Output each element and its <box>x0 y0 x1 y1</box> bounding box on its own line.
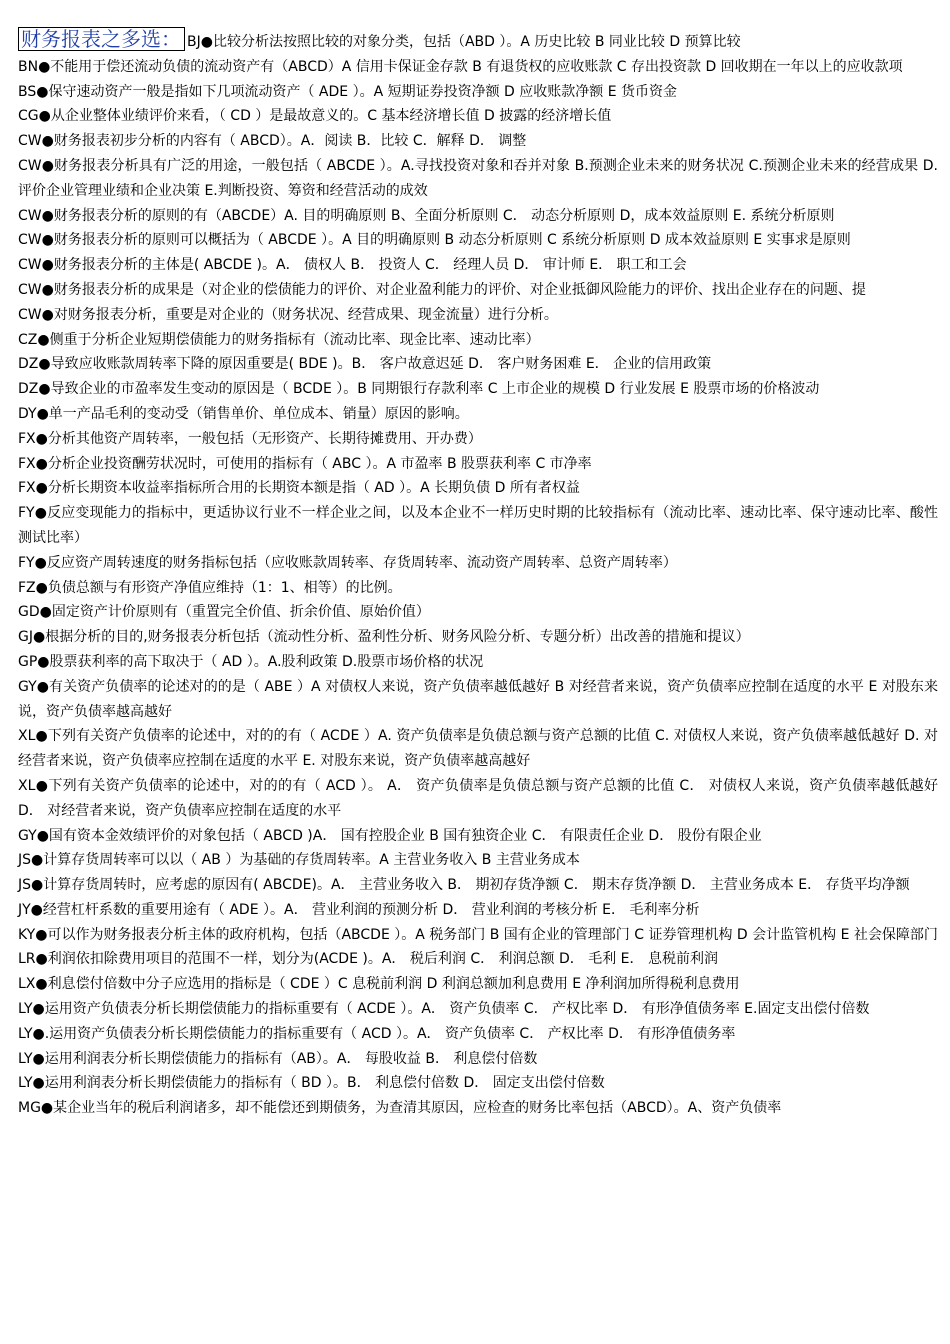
question-entry: FY●反应资产周转速度的财务指标包括（应收账款周转率、存货周转率、流动资产周转率、总资产周转率） <box>18 554 677 571</box>
question-entry: LX●利息偿付倍数中分子应选用的指标是（ CDE ）C 息税前利润 D 利润总额加利息费用 E 净利润加所得税利息费用 <box>18 976 740 993</box>
question-entry: BJ●比较分析法按照比较的对象分类，包括（ABD ）。A 历史比较 B 同业比较 D 预算比较 <box>187 34 741 50</box>
question-entry: DZ●导致企业的市盈率发生变动的原因是（ BCDE ）。B 同期银行存款利率 C 上市企业的规模 D 行业发展 E 股票市场的价格波动 <box>18 381 820 398</box>
question-entry: FX●分析其他资产周转率，一般包括（无形资产、长期待摊费用、开办费） <box>18 430 482 447</box>
question-entry: CW●财务报表初步分析的内容有（ ABCD）。A．阅读 B．比较 C．解释 D． 调整 <box>18 133 527 150</box>
question-entry: XL●下列有关资产负债率的论述中，对的的有（ ACDE ）A. 资产负债率是负债总额与资产总额的比值 C. 对债权人来说，资产负债率越低越好 D. 对经营者来说，资产负债率应控制在适度的水平 E. 对股东来说，资产负债率越高越好 <box>18 728 938 770</box>
question-entry: FX●分析长期资本收益率指标所合用的长期资本额是指（ AD ）。A 长期负债 D 所有者权益 <box>18 480 580 497</box>
question-entry: JS●计算存货周转时，应考虑的原因有( ABCDE)。A． 主营业务收入 B． 期初存货净额 C． 期末存货净额 D． 主营业务成本 E． 存货平均净额 <box>18 877 910 894</box>
question-entry: JS●计算存货周转率可以以（ AB ）为基础的存货周转率。A 主营业务收入 B 主营业务成本 <box>18 852 580 869</box>
question-entry: GY●有关资产负债率的论述对的的是（ ABE ）A 对债权人来说，资产负债率越低越好 B 对经营者来说，资产负债率应控制在适度的水平 E 对股东来说，资产负债率越高越好 <box>18 678 938 720</box>
question-entry: CW●对财务报表分析，重要是对企业的（财务状况、经营成果、现金流量）进行分析。 <box>18 306 558 323</box>
question-entry: GJ●根据分析的目的,财务报表分析包括（流动性分析、盈利性分析、财务风险分析、专题分析）出改善的措施和提议） <box>18 629 750 646</box>
question-entry: LR●利润依扣除费用项目的范围不一样，划分为(ACDE )。A． 税后利润 C． 利润总额 D． 毛利 E． 息税前利润 <box>18 951 718 968</box>
question-entry: KY●可以作为财务报表分析主体的政府机构，包括（ABCDE ）。A 税务部门 B 国有企业的管理部门 C 证券管理机构 D 会计监管机构 E 社会保障部门 <box>18 926 938 943</box>
question-entry: CW●财务报表分析的原则的有（ABCDE）A. 目的明确原则 B、全面分析原则 C． 动态分析原则 D，成本效益原则 E. 系统分析原则 <box>18 207 835 224</box>
question-entry: FZ●负债总额与有形资产净值应维持（1：1、相等）的比例。 <box>18 579 402 596</box>
question-entry: LY●运用利润表分析长期偿债能力的指标有（AB）。A． 每股收益 B． 利息偿付倍数 <box>18 1050 538 1067</box>
question-entry: FX●分析企业投资酬劳状况时，可使用的指标有（ ABC ）。A 市盈率 B 股票获利率 C 市净率 <box>18 455 592 472</box>
question-entry: MG●某企业当年的税后利润诸多，却不能偿还到期债务，为查清其原因，应检查的财务比率包括（ABCD）。A、资产负债率 <box>18 1100 782 1117</box>
question-entry: DY●单一产品毛利的变动受（销售单价、单位成本、销量）原因的影响。 <box>18 405 469 422</box>
question-entry: CZ●侧重于分析企业短期偿债能力的财务指标有（流动比率、现金比率、速动比率） <box>18 331 540 348</box>
question-entry: GD●固定资产计价原则有（重置完全价值、折余价值、原始价值） <box>18 604 430 621</box>
question-entry: GP●股票获利率的高下取决于（ AD ）。A.股利政策 D.股票市场价格的状况 <box>18 653 484 670</box>
question-entry: JY●经营杠杆系数的重要用途有（ ADE ）。A． 营业利润的预测分析 D． 营业利润的考核分析 E． 毛利率分析 <box>18 901 700 918</box>
question-entry: CW●财务报表分析的原则可以概括为（ ABCDE ）。A 目的明确原则 B 动态分析原则 C 系统分析原则 D 成本效益原则 E 实事求是原则 <box>18 232 851 249</box>
document-title: 财务报表之多选： <box>18 27 185 51</box>
question-entry: LY●运用资产负债表分析长期偿债能力的指标重要有（ ACDE ）。A． 资产负债率 C． 产权比率 D． 有形净值债务率 E.固定支出偿付倍数 <box>18 1001 870 1018</box>
first-line <box>18 27 938 55</box>
question-entry: DZ●导致应收账款周转率下降的原因重要是( BDE )。B． 客户故意迟延 D． 客户财务困难 E． 企业的信用政策 <box>18 356 712 373</box>
question-entry: LY●运用利润表分析长期偿债能力的指标有（ BD ）。B． 利息偿付倍数 D． 固定支出偿付倍数 <box>18 1075 605 1092</box>
question-entry: LY●.运用资产负债表分析长期偿债能力的指标重要有（ ACD ）。A． 资产负债率 C． 产权比率 D． 有形净值债务率 <box>18 1025 736 1042</box>
question-entry: XL●下列有关资产负债率的论述中，对的的有（ ACD ）。 A． 资产负债率是负债总额与资产总额的比值 C． 对债权人来说，资产负债率越低越好 D． 对经营者来说，资产负债率应控制在适度的水平 <box>18 777 938 819</box>
question-entry: GY●国有资本金效绩评价的对象包括（ ABCD )A． 国有控股企业 B 国有独资企业 C． 有限责任企业 D． 股份有限企业 <box>18 827 762 844</box>
question-entry: CW●财务报表分析的主体是( ABCDE )。A． 债权人 B． 投资人 C． 经理人员 D． 审计师 E． 职工和工会 <box>18 257 687 274</box>
question-entry: BN●不能用于偿还流动负债的流动资产有（ABCD）A 信用卡保证金存款 B 有退货权的应收账款 C 存出投资款 D 回收期在一年以上的应收款项 <box>18 58 903 75</box>
question-entry: CW●财务报表分析的成果是（对企业的偿债能力的评价、对企业盈利能力的评价、对企业抵御风险能力的评价、找出企业存在的问题、提 <box>18 281 866 298</box>
question-list <box>18 55 938 1121</box>
document-page <box>18 27 938 1121</box>
question-entry: BS●保守速动资产一般是指如下几项流动资产（ ADE ）。A 短期证券投资净额 D 应收账款净额 E 货币资金 <box>18 83 678 100</box>
question-entry: CW●财务报表分析具有广泛的用途，一般包括（ ABCDE ）。A.寻找投资对象和吞并对象 B.预测企业未来的财务状况 C.预测企业未来的经营成果 D. 评价企业管理业绩和企业决策 E.判断投资、筹资和经营活动的成效 <box>18 157 938 199</box>
question-entry: CG●从企业整体业绩评价来看，（ CD ）是最故意义的。C 基本经济增长值 D 披露的经济增长值 <box>18 108 612 125</box>
question-entry: FY●反应变现能力的指标中，更适协议行业不一样企业之间，以及本企业不一样历史时期的比较指标有（流动比率、速动比率、保守速动比率、酸性测试比率） <box>18 505 938 546</box>
